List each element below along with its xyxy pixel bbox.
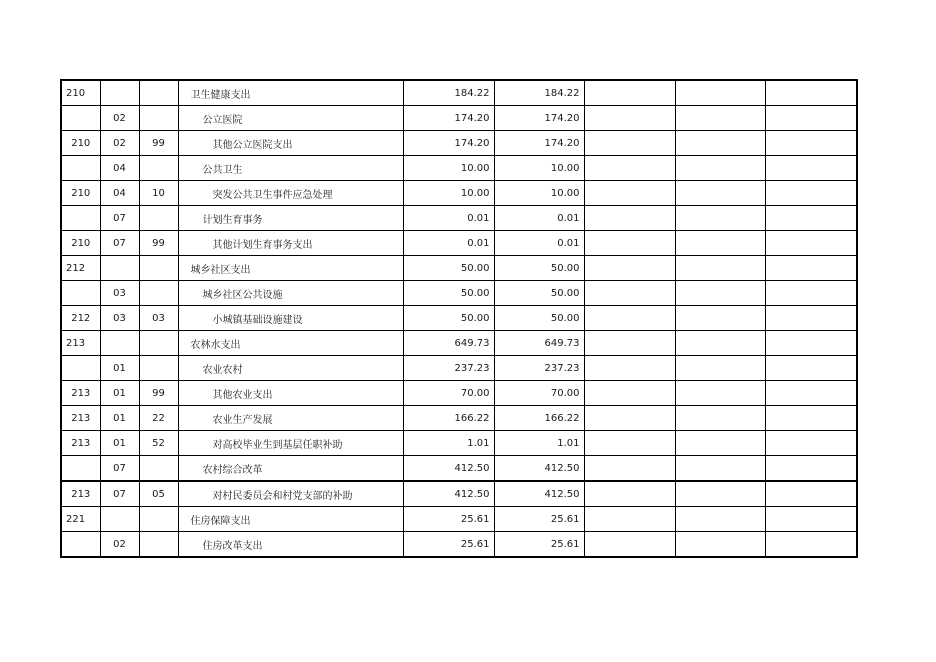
- empty-cell: [765, 406, 857, 431]
- table-body: [61, 80, 857, 557]
- empty-cell: [584, 331, 675, 356]
- item-code-cell: 99: [139, 231, 178, 256]
- basic-amount-cell: 0.01: [494, 231, 584, 256]
- total-amount-cell: 0.01: [403, 231, 494, 256]
- empty-cell: [675, 456, 765, 482]
- subclass-code-cell: 07: [100, 231, 139, 256]
- basic-amount-cell: 412.50: [494, 456, 584, 482]
- item-code-cell: 99: [139, 131, 178, 156]
- subclass-code-cell: [100, 507, 139, 532]
- table-row: [61, 231, 857, 256]
- class-code-cell: 213: [61, 431, 100, 456]
- budget-sheet: [60, 79, 856, 558]
- empty-cell: [765, 481, 857, 507]
- basic-amount-cell: 166.22: [494, 406, 584, 431]
- total-amount-cell: 237.23: [403, 356, 494, 381]
- empty-cell: [584, 431, 675, 456]
- item-name-cell: 卫生健康支出: [178, 80, 403, 106]
- empty-cell: [584, 306, 675, 331]
- basic-amount-cell: 10.00: [494, 156, 584, 181]
- table-row: [61, 131, 857, 156]
- empty-cell: [675, 181, 765, 206]
- item-name-cell: 农业生产发展: [178, 406, 403, 431]
- empty-cell: [584, 181, 675, 206]
- item-name-cell: 公立医院: [178, 106, 403, 131]
- expenditure-table: [60, 79, 858, 558]
- empty-cell: [584, 381, 675, 406]
- empty-cell: [584, 356, 675, 381]
- basic-amount-cell: 174.20: [494, 106, 584, 131]
- empty-cell: [584, 456, 675, 482]
- total-amount-cell: 25.61: [403, 532, 494, 558]
- empty-cell: [584, 106, 675, 131]
- empty-cell: [584, 156, 675, 181]
- total-amount-cell: 50.00: [403, 281, 494, 306]
- class-code-cell: 213: [61, 406, 100, 431]
- item-name-cell: 城乡社区公共设施: [178, 281, 403, 306]
- item-code-cell: [139, 331, 178, 356]
- empty-cell: [584, 281, 675, 306]
- basic-amount-cell: 412.50: [494, 481, 584, 507]
- basic-amount-cell: 1.01: [494, 431, 584, 456]
- item-name-cell: 住房改革支出: [178, 532, 403, 558]
- table-row: [61, 306, 857, 331]
- class-code-cell: 212: [61, 256, 100, 281]
- item-name-cell: 城乡社区支出: [178, 256, 403, 281]
- item-code-cell: [139, 80, 178, 106]
- item-code-cell: [139, 507, 178, 532]
- subclass-code-cell: 01: [100, 406, 139, 431]
- class-code-cell: 221: [61, 507, 100, 532]
- empty-cell: [765, 106, 857, 131]
- item-name-cell: 农业农村: [178, 356, 403, 381]
- empty-cell: [675, 231, 765, 256]
- class-code-cell: 210: [61, 231, 100, 256]
- subclass-code-cell: 01: [100, 381, 139, 406]
- empty-cell: [584, 256, 675, 281]
- class-code-cell: [61, 281, 100, 306]
- table-row: [61, 80, 857, 106]
- class-code-cell: 210: [61, 80, 100, 106]
- empty-cell: [765, 80, 857, 106]
- empty-cell: [765, 306, 857, 331]
- empty-cell: [675, 206, 765, 231]
- subclass-code-cell: [100, 256, 139, 281]
- empty-cell: [675, 131, 765, 156]
- class-code-cell: [61, 356, 100, 381]
- item-name-cell: 对高校毕业生到基层任职补助: [178, 431, 403, 456]
- class-code-cell: 213: [61, 381, 100, 406]
- item-name-cell: 其他农业支出: [178, 381, 403, 406]
- empty-cell: [584, 406, 675, 431]
- subclass-code-cell: 07: [100, 456, 139, 482]
- empty-cell: [584, 231, 675, 256]
- class-code-cell: 212: [61, 306, 100, 331]
- subclass-code-cell: 03: [100, 306, 139, 331]
- subclass-code-cell: 07: [100, 481, 139, 507]
- basic-amount-cell: 25.61: [494, 507, 584, 532]
- item-code-cell: 10: [139, 181, 178, 206]
- total-amount-cell: 10.00: [403, 156, 494, 181]
- empty-cell: [675, 106, 765, 131]
- empty-cell: [675, 406, 765, 431]
- total-amount-cell: 25.61: [403, 507, 494, 532]
- table-row: [61, 456, 857, 482]
- total-amount-cell: 0.01: [403, 206, 494, 231]
- empty-cell: [584, 206, 675, 231]
- empty-cell: [584, 532, 675, 558]
- total-amount-cell: 649.73: [403, 331, 494, 356]
- empty-cell: [584, 481, 675, 507]
- item-name-cell: 住房保障支出: [178, 507, 403, 532]
- empty-cell: [675, 481, 765, 507]
- item-name-cell: 农村综合改革: [178, 456, 403, 482]
- class-code-cell: 213: [61, 331, 100, 356]
- empty-cell: [675, 431, 765, 456]
- table-row: [61, 431, 857, 456]
- table-row: [61, 532, 857, 558]
- item-code-cell: [139, 156, 178, 181]
- empty-cell: [765, 256, 857, 281]
- empty-cell: [765, 331, 857, 356]
- item-code-cell: 99: [139, 381, 178, 406]
- class-code-cell: 210: [61, 181, 100, 206]
- class-code-cell: 213: [61, 481, 100, 507]
- item-code-cell: [139, 532, 178, 558]
- table-row: [61, 381, 857, 406]
- basic-amount-cell: 0.01: [494, 206, 584, 231]
- total-amount-cell: 50.00: [403, 306, 494, 331]
- item-code-cell: [139, 281, 178, 306]
- table-row: [61, 256, 857, 281]
- item-code-cell: 52: [139, 431, 178, 456]
- class-code-cell: 210: [61, 131, 100, 156]
- item-name-cell: 小城镇基础设施建设: [178, 306, 403, 331]
- item-code-cell: [139, 356, 178, 381]
- table-row: [61, 206, 857, 231]
- subclass-code-cell: [100, 80, 139, 106]
- empty-cell: [765, 507, 857, 532]
- basic-amount-cell: 237.23: [494, 356, 584, 381]
- empty-cell: [675, 306, 765, 331]
- class-code-cell: [61, 106, 100, 131]
- empty-cell: [765, 281, 857, 306]
- empty-cell: [765, 206, 857, 231]
- total-amount-cell: 184.22: [403, 80, 494, 106]
- class-code-cell: [61, 206, 100, 231]
- subclass-code-cell: 04: [100, 181, 139, 206]
- basic-amount-cell: 649.73: [494, 331, 584, 356]
- empty-cell: [765, 381, 857, 406]
- basic-amount-cell: 50.00: [494, 256, 584, 281]
- table-row: [61, 181, 857, 206]
- empty-cell: [765, 231, 857, 256]
- empty-cell: [765, 156, 857, 181]
- empty-cell: [675, 381, 765, 406]
- subclass-code-cell: 02: [100, 131, 139, 156]
- item-name-cell: 公共卫生: [178, 156, 403, 181]
- subclass-code-cell: 01: [100, 431, 139, 456]
- item-name-cell: 对村民委员会和村党支部的补助: [178, 481, 403, 507]
- subclass-code-cell: 02: [100, 532, 139, 558]
- basic-amount-cell: 25.61: [494, 532, 584, 558]
- table-row: [61, 356, 857, 381]
- item-name-cell: 突发公共卫生事件应急处理: [178, 181, 403, 206]
- empty-cell: [765, 181, 857, 206]
- item-name-cell: 农林水支出: [178, 331, 403, 356]
- table-row: [61, 331, 857, 356]
- table-row: [61, 281, 857, 306]
- total-amount-cell: 166.22: [403, 406, 494, 431]
- basic-amount-cell: 184.22: [494, 80, 584, 106]
- subclass-code-cell: 07: [100, 206, 139, 231]
- item-name-cell: 其他计划生育事务支出: [178, 231, 403, 256]
- subclass-code-cell: 03: [100, 281, 139, 306]
- empty-cell: [584, 80, 675, 106]
- item-code-cell: 03: [139, 306, 178, 331]
- basic-amount-cell: 70.00: [494, 381, 584, 406]
- empty-cell: [765, 431, 857, 456]
- basic-amount-cell: 50.00: [494, 281, 584, 306]
- empty-cell: [765, 532, 857, 558]
- subclass-code-cell: [100, 331, 139, 356]
- total-amount-cell: 174.20: [403, 106, 494, 131]
- empty-cell: [675, 331, 765, 356]
- item-name-cell: 计划生育事务: [178, 206, 403, 231]
- empty-cell: [584, 131, 675, 156]
- table-row: [61, 507, 857, 532]
- subclass-code-cell: 02: [100, 106, 139, 131]
- subclass-code-cell: 01: [100, 356, 139, 381]
- total-amount-cell: 70.00: [403, 381, 494, 406]
- empty-cell: [675, 356, 765, 381]
- empty-cell: [765, 131, 857, 156]
- empty-cell: [765, 456, 857, 482]
- basic-amount-cell: 174.20: [494, 131, 584, 156]
- class-code-cell: [61, 532, 100, 558]
- empty-cell: [675, 532, 765, 558]
- total-amount-cell: 1.01: [403, 431, 494, 456]
- table-row: [61, 481, 857, 507]
- empty-cell: [765, 356, 857, 381]
- item-code-cell: [139, 206, 178, 231]
- class-code-cell: [61, 456, 100, 482]
- total-amount-cell: 10.00: [403, 181, 494, 206]
- table-row: [61, 156, 857, 181]
- item-code-cell: 05: [139, 481, 178, 507]
- total-amount-cell: 412.50: [403, 481, 494, 507]
- item-code-cell: [139, 106, 178, 131]
- table-row: [61, 106, 857, 131]
- class-code-cell: [61, 156, 100, 181]
- total-amount-cell: 174.20: [403, 131, 494, 156]
- item-code-cell: [139, 256, 178, 281]
- total-amount-cell: 412.50: [403, 456, 494, 482]
- empty-cell: [675, 156, 765, 181]
- empty-cell: [675, 507, 765, 532]
- basic-amount-cell: 50.00: [494, 306, 584, 331]
- empty-cell: [584, 507, 675, 532]
- empty-cell: [675, 281, 765, 306]
- item-code-cell: 22: [139, 406, 178, 431]
- basic-amount-cell: 10.00: [494, 181, 584, 206]
- empty-cell: [675, 256, 765, 281]
- empty-cell: [675, 80, 765, 106]
- table-row: [61, 406, 857, 431]
- item-code-cell: [139, 456, 178, 482]
- item-name-cell: 其他公立医院支出: [178, 131, 403, 156]
- total-amount-cell: 50.00: [403, 256, 494, 281]
- subclass-code-cell: 04: [100, 156, 139, 181]
